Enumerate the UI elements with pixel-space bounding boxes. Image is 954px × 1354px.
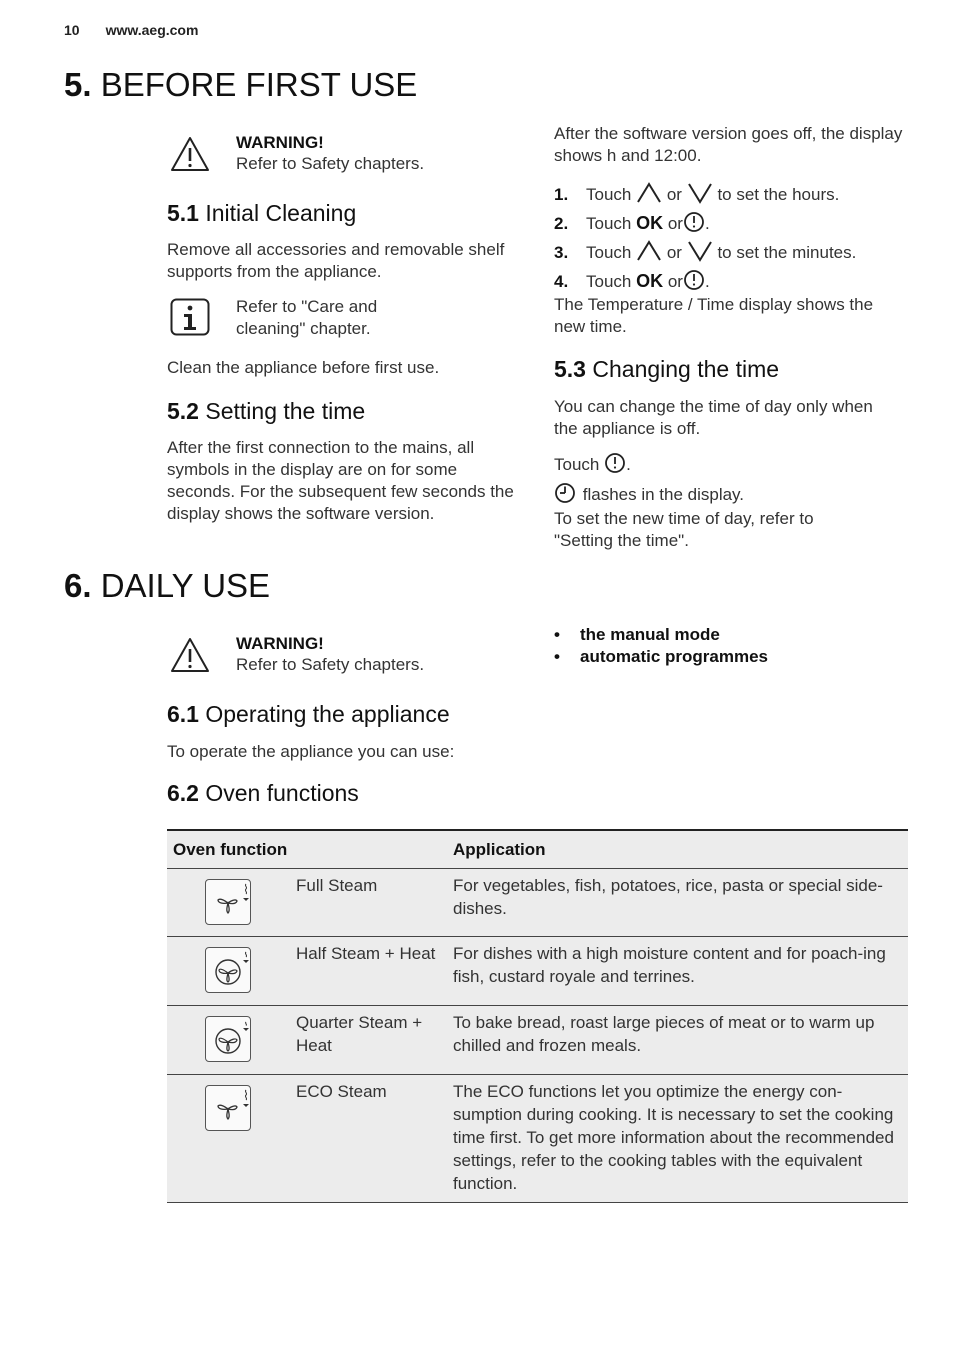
- warning-text: Refer to Safety chapters.: [236, 154, 425, 173]
- warning-icon: [170, 637, 210, 673]
- down-arrow-icon: [687, 240, 713, 262]
- function-name: ECO Steam: [296, 1082, 387, 1101]
- column-header-application: Application: [447, 830, 908, 869]
- subsection-5-2-title: 5.2 Setting the time: [167, 398, 366, 424]
- step-2: 2. Touch OK or .: [554, 213, 710, 233]
- full-steam-icon: [205, 879, 251, 925]
- info-icon: [170, 298, 210, 336]
- down-arrow-icon: [687, 182, 713, 204]
- step-1: 1. Touch or to set the hours.: [554, 180, 856, 209]
- clean-before-use-text: Clean the appliance before first use.: [167, 358, 440, 377]
- table-row: [167, 937, 908, 1006]
- page-header: [64, 22, 198, 38]
- subsection-5-1-title: 5.1 Initial Cleaning: [167, 200, 357, 226]
- warning-title: WARNING!: [236, 133, 324, 152]
- clock-icon: [683, 269, 705, 291]
- ok-icon: OK: [636, 213, 664, 233]
- warning-text: Refer to Safety chapters.: [236, 655, 425, 674]
- ok-icon: OK: [636, 271, 664, 291]
- warning-icon: [170, 136, 210, 172]
- function-application: For vegetables, fish, potatoes, rice, pasta or special side-dishes.: [453, 876, 883, 918]
- step-3: 3. Touch or to set the minutes.: [554, 238, 856, 267]
- table-row: [167, 1006, 908, 1075]
- up-arrow-icon: [636, 182, 662, 204]
- table-row: [167, 1075, 908, 1203]
- operate-appliance-text: To operate the appliance you can use:: [167, 742, 455, 761]
- time-of-day-icon: [554, 482, 578, 504]
- up-arrow-icon: [636, 240, 662, 262]
- table-header-row: [167, 830, 908, 869]
- function-name: Full Steam: [296, 876, 378, 895]
- function-name: Half Steam + Heat: [296, 944, 436, 963]
- changing-time-text: You can change the time of day only when the appliance is off.: [554, 397, 873, 438]
- function-name: Quarter Steam + Heat: [296, 1013, 423, 1055]
- software-version-text: After the software version goes off, the display shows h and 12:00.: [554, 124, 903, 165]
- warning-title: WARNING!: [236, 634, 324, 653]
- subsection-5-3-title: 5.3 Changing the time: [554, 356, 780, 382]
- clock-icon: [604, 452, 626, 474]
- page-number: 10: [64, 22, 80, 38]
- setting-time-steps: [554, 180, 856, 296]
- table-row: [167, 869, 908, 937]
- display-result-text: The Temperature / Time display shows the new time.: [554, 295, 874, 336]
- section-5-title: 5. BEFORE FIRST USE: [64, 66, 418, 103]
- website-link[interactable]: www.aeg.com: [105, 22, 199, 38]
- subsection-6-2-title: 6.2 Oven functions: [167, 780, 359, 806]
- touch-clock-text: Touch .: [554, 452, 631, 476]
- clock-flashes-text: flashes in the display.: [554, 482, 744, 506]
- oven-functions-table: [167, 829, 908, 1203]
- function-application: To bake bread, roast large pieces of meat or to warm up chilled and frozen meals.: [453, 1013, 875, 1055]
- subsection-6-1-title: 6.1 Operating the appliance: [167, 701, 450, 727]
- initial-cleaning-text: Remove all accessories and removable shelf supports from the appliance.: [167, 240, 505, 281]
- step-4: 4. Touch OK or .: [554, 271, 710, 291]
- refer-setting-time-text: To set the new time of day, refer to "Setting the time".: [554, 509, 814, 550]
- quarter-steam-heat-icon: [205, 1016, 251, 1062]
- info-text: Refer to "Care and cleaning" chapter.: [236, 297, 378, 338]
- warning-block: [236, 634, 424, 676]
- list-item: • the manual mode: [554, 624, 768, 646]
- warning-block: [236, 133, 424, 175]
- function-application: The ECO functions let you optimize the energy con-sumption during cooking. It is necessary to set the cooking time first. To get more information about the recommended settings, refer to the cooking tables with the equivalent function.: [453, 1082, 894, 1193]
- operation-options-list: [554, 624, 768, 668]
- setting-time-text: After the first connection to the mains, all symbols in the display are on for some seconds. For the subsequent few seconds the display shows the software version.: [167, 438, 514, 523]
- section-6-title: 6. DAILY USE: [64, 567, 271, 604]
- function-application: For dishes with a high moisture content and for poach-ing fish, custard royale and terrines.: [453, 944, 886, 986]
- column-header-oven-function: Oven function: [167, 830, 447, 869]
- eco-steam-icon: [205, 1085, 251, 1131]
- list-item: • automatic programmes: [554, 646, 768, 668]
- clock-icon: [683, 211, 705, 233]
- half-steam-heat-icon: [205, 947, 251, 993]
